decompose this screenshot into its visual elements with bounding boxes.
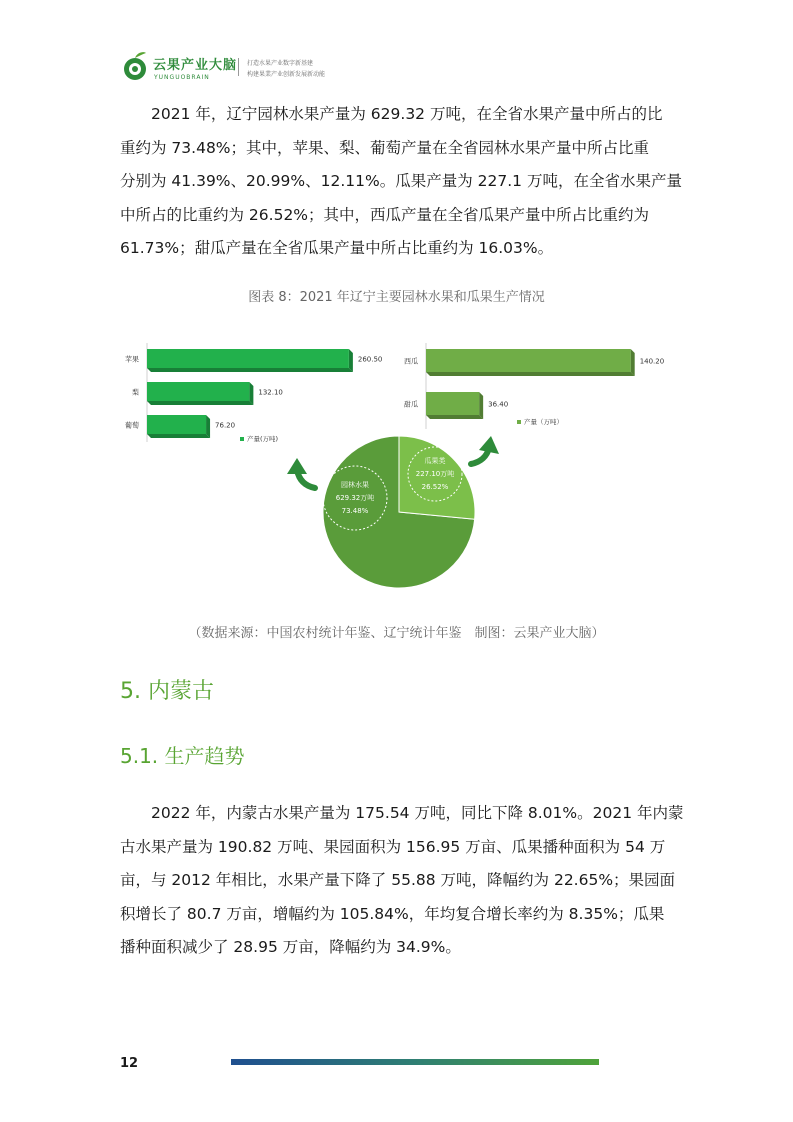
paragraph-line: 亩，与 2012 年相比，水果产量下降了 55.88 万吨，降幅约为 22.65%；果园面 [120,871,676,889]
bar-西瓜 [426,349,631,372]
bar-bottom-shade [147,368,353,372]
legend-swatch [517,420,521,424]
pie-small-percent-label: 26.52% [421,483,449,491]
header-slogan-1: 打造水果产业数字新基建 [247,60,314,67]
paragraph-line: 2021 年，辽宁园林水果产量为 629.32 万吨，在全省水果产量中所占的比 [151,105,663,123]
legend-swatch [240,437,244,441]
bar-苹果 [147,349,349,368]
paragraph-line: 中所占的比重约为 26.52%；其中，西瓜产量在全省瓜果产量中所占比重约为 [120,205,650,224]
legend-label: 产量(万吨) [247,435,279,443]
bar-bottom-shade [147,434,210,438]
bar-value-label: 260.50 [357,355,383,364]
bar-value-label: 36.40 [488,400,509,409]
section-heading: 5. 内蒙古 [120,679,214,704]
page-number: 12 [120,1056,139,1071]
bar-bottom-shade [426,372,635,376]
bar-side-shade [349,349,353,372]
arrow-head-left-icon [287,458,307,474]
header-divider [238,58,239,76]
brand-name: 云果产业大脑 [153,58,238,73]
bar-value-label: 140.20 [639,357,665,366]
bar-category-label: 苹果 [125,355,139,364]
arrow-head-right-icon [479,436,499,454]
footer-bar [231,1059,599,1065]
bar-value-label: 76.20 [215,421,236,430]
pie-large-value-label: 629.32万吨 [335,494,375,502]
bar-category-label: 西瓜 [404,357,418,366]
paragraph-line: 播种面积减少了 28.95 万亩，降幅约为 34.9%。 [120,938,461,956]
pie-small-value-label: 227.10万吨 [415,470,455,478]
legend-label: 产量（万吨） [524,418,563,426]
bar-甜瓜 [426,392,479,415]
bar-bottom-shade [147,401,253,405]
bar-梨 [147,382,249,401]
figure-title: 图表 8：2021 年辽宁主要园林水果和瓜果生产情况 [248,290,545,305]
page-header [120,48,380,88]
bar-category-label: 甜瓜 [404,400,418,409]
bar-葡萄 [147,415,206,434]
pie-large-percent-label: 73.48% [341,507,369,515]
brand-name-en: YUNGUOBRAIN [154,74,210,81]
paragraph-line: 2022 年，内蒙古水果产量为 175.54 万吨，同比下降 8.01%。2021 年内蒙 [151,804,684,822]
bar-side-shade [249,382,253,405]
bar-category-label: 梨 [132,388,139,397]
data-source-note: （数据来源：中国农村统计年鉴、辽宁统计年鉴 制图：云果产业大脑） [188,626,605,641]
paragraph-line: 重约为 73.48%；其中，苹果、梨、葡萄产量在全省园林水果产量中所占比重 [120,138,650,157]
fruit-production-chart [115,338,690,608]
paragraph-neimenggu-trend [120,797,684,965]
header-slogan-2: 构建果業产业创新发展新动能 [247,71,326,78]
pie-small-name-label: 瓜果类 [424,457,446,465]
paragraph-line: 61.73%；甜瓜产量在全省瓜果产量中所占比重约为 16.03%。 [120,239,554,257]
subsection-heading: 5.1. 生产趋势 [120,744,245,768]
paragraph-line: 分别为 41.39%、20.99%、12.11%。瓜果产量为 227.1 万吨，在全省水果产量 [120,172,682,190]
brand-logo-icon [120,50,150,82]
bar-category-label: 葡萄 [125,421,139,430]
bar-side-shade [206,415,210,438]
pie-large-name-label: 园林水果 [341,481,369,489]
paragraph-line: 积增长了 80.7 万亩，增幅约为 105.84%，年均复合增长率约为 8.35%；瓜果 [120,904,665,923]
bar-value-label: 132.10 [258,388,283,397]
paragraph-line: 古水果产量为 190.82 万吨、果园面积为 156.95 万亩、瓜果播种面积为 54 万 [120,837,666,856]
bar-side-shade [631,349,635,376]
bar-bottom-shade [426,415,483,419]
bar-side-shade [479,392,483,419]
paragraph-liaoning-fruit [120,98,682,266]
